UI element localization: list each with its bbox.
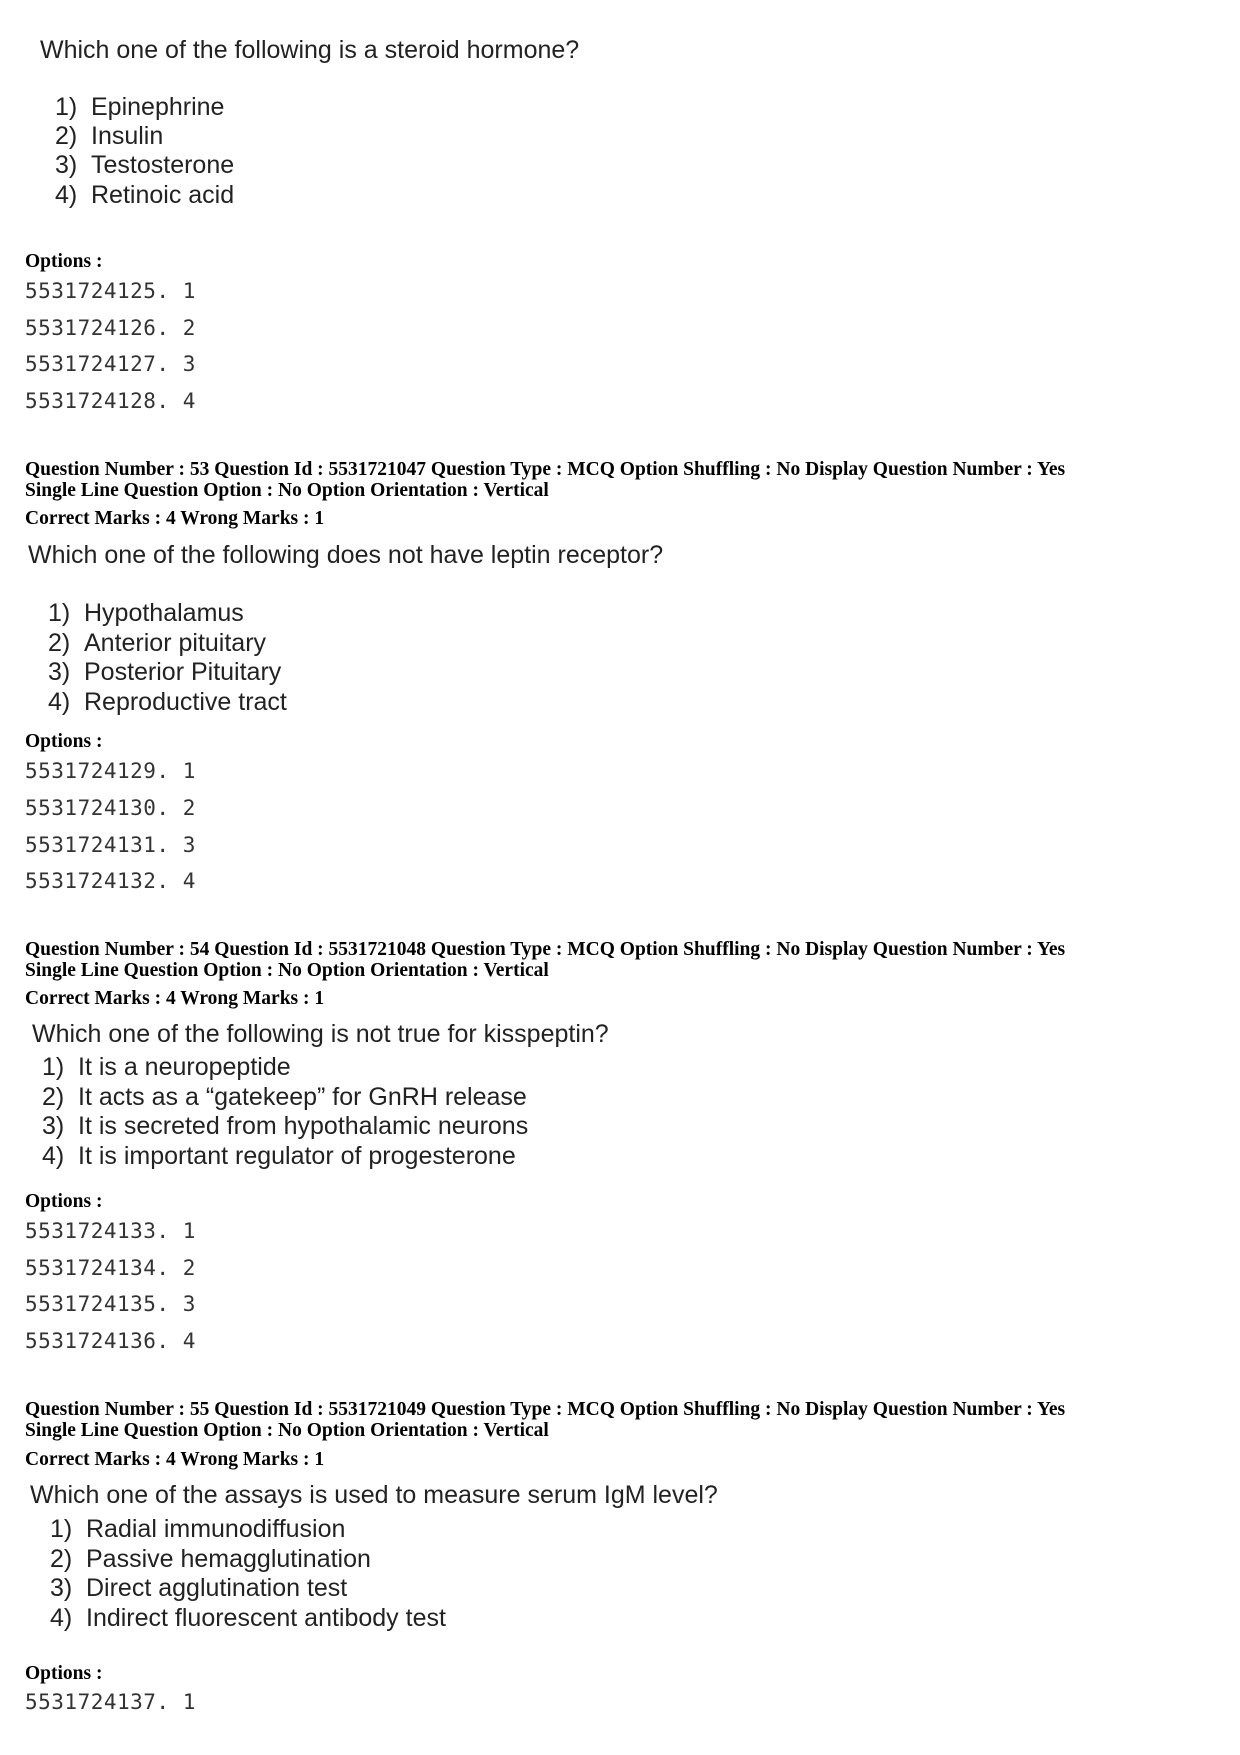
answer-number: 4) — [48, 688, 71, 716]
answer-number: 2) — [48, 629, 71, 657]
option-id: 5531724129. 1 — [25, 759, 196, 783]
answer-option — [42, 1083, 527, 1112]
options-label: Options : — [25, 1663, 103, 1684]
answer-text: Anterior pituitary — [84, 629, 267, 657]
option-id: 5531724126. 2 — [25, 316, 196, 340]
answer-text: Radial immunodiffusion — [86, 1515, 346, 1543]
answer-option — [48, 599, 244, 628]
answer-text: Passive hemagglutination — [86, 1545, 371, 1573]
question-meta-line1: Question Number : 54 Question Id : 5531721048 Question Type : MCQ Option Shuffling : No Display Question Number : Yes — [25, 939, 1066, 960]
answer-text: Testosterone — [91, 151, 235, 179]
answer-option — [50, 1545, 371, 1574]
question-meta-line1: Question Number : 53 Question Id : 5531721047 Question Type : MCQ Option Shuffling : No Display Question Number : Yes — [25, 459, 1066, 480]
answer-number: 3) — [55, 151, 78, 179]
option-id: 5531724134. 2 — [25, 1256, 196, 1280]
options-label: Options : — [25, 251, 103, 272]
answer-option — [48, 629, 266, 658]
option-id: 5531724131. 3 — [25, 833, 196, 857]
answer-number: 2) — [55, 122, 78, 150]
option-id: 5531724128. 4 — [25, 389, 196, 413]
answer-number: 1) — [48, 599, 71, 627]
option-id: 5531724127. 3 — [25, 352, 196, 376]
answer-number: 4) — [42, 1142, 65, 1170]
answer-number: 2) — [42, 1083, 65, 1111]
answer-option — [42, 1112, 528, 1141]
answer-option — [55, 151, 234, 180]
question-meta-line2: Single Line Question Option : No Option Orientation : Vertical — [25, 960, 549, 981]
question-meta-line2: Single Line Question Option : No Option Orientation : Vertical — [25, 480, 549, 501]
answer-number: 3) — [42, 1112, 65, 1140]
question-marks: Correct Marks : 4 Wrong Marks : 1 — [25, 1449, 325, 1470]
question-text: Which one of the assays is used to measure serum IgM level? — [30, 1481, 718, 1509]
question-marks: Correct Marks : 4 Wrong Marks : 1 — [25, 508, 325, 529]
answer-text: Insulin — [91, 122, 164, 150]
answer-number: 1) — [55, 93, 78, 121]
answer-text: Reproductive tract — [84, 688, 287, 716]
answer-text: It is important regulator of progesterone — [78, 1142, 516, 1170]
answer-option — [48, 688, 287, 717]
option-id: 5531724132. 4 — [25, 869, 196, 893]
answer-text: Direct agglutination test — [86, 1574, 348, 1602]
question-meta-line1: Question Number : 55 Question Id : 5531721049 Question Type : MCQ Option Shuffling : No Display Question Number : Yes — [25, 1399, 1066, 1420]
answer-number: 3) — [48, 658, 71, 686]
question-text: Which one of the following is a steroid hormone? — [40, 36, 580, 64]
answer-text: Epinephrine — [91, 93, 225, 121]
option-id: 5531724136. 4 — [25, 1329, 196, 1353]
answer-option — [42, 1142, 516, 1171]
answer-option — [55, 93, 224, 122]
option-id: 5531724137. 1 — [25, 1690, 196, 1714]
answer-number: 4) — [55, 181, 78, 209]
answer-text: It acts as a “gatekeep” for GnRH release — [78, 1083, 527, 1111]
answer-option — [50, 1574, 347, 1603]
options-label: Options : — [25, 731, 103, 752]
answer-number: 2) — [50, 1545, 73, 1573]
answer-option — [50, 1515, 345, 1544]
answer-text: Hypothalamus — [84, 599, 244, 627]
answer-number: 1) — [50, 1515, 73, 1543]
answer-text: It is secreted from hypothalamic neurons — [78, 1112, 529, 1140]
question-meta-line2: Single Line Question Option : No Option Orientation : Vertical — [25, 1420, 549, 1441]
answer-number: 3) — [50, 1574, 73, 1602]
answer-text: Posterior Pituitary — [84, 658, 282, 686]
answer-text: Retinoic acid — [91, 181, 235, 209]
answer-option — [55, 181, 234, 210]
answer-option — [50, 1604, 446, 1633]
question-text: Which one of the following does not have leptin receptor? — [28, 541, 664, 569]
option-id: 5531724135. 3 — [25, 1292, 196, 1316]
answer-text: It is a neuropeptide — [78, 1053, 291, 1081]
question-marks: Correct Marks : 4 Wrong Marks : 1 — [25, 988, 325, 1009]
option-id: 5531724133. 1 — [25, 1219, 196, 1243]
answer-number: 4) — [50, 1604, 73, 1632]
answer-text: Indirect fluorescent antibody test — [86, 1604, 446, 1632]
answer-number: 1) — [42, 1053, 65, 1081]
answer-option — [48, 658, 281, 687]
option-id: 5531724125. 1 — [25, 279, 196, 303]
option-id: 5531724130. 2 — [25, 796, 196, 820]
options-label: Options : — [25, 1191, 103, 1212]
answer-option — [55, 122, 163, 151]
question-text: Which one of the following is not true for kisspeptin? — [32, 1020, 609, 1048]
answer-option — [42, 1053, 291, 1082]
